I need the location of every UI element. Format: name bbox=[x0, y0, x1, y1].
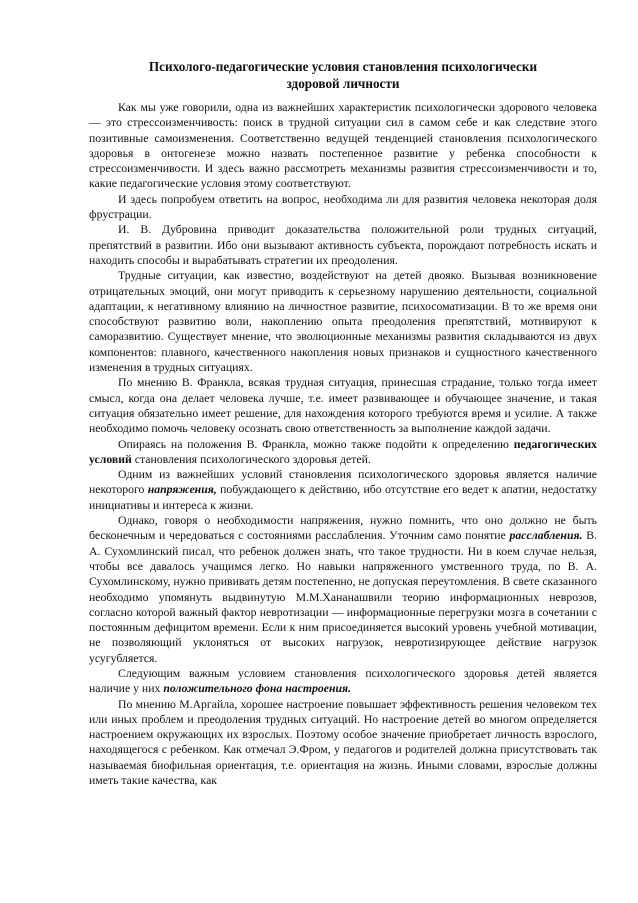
paragraph-text: Однако, говоря о необходимости напряжения, нужно помнить, что оно должно не быть бесконечным и чередоваться с состояниями расслабления. Уточним само понятие bbox=[89, 514, 597, 543]
emphasized-text: расслабления. bbox=[509, 529, 583, 543]
paragraph-text: Следующим важным условием становления психологического здоровья детей является наличие у них bbox=[89, 666, 597, 696]
paragraph-text: По мнению М.Аргайла, хорошее настроение повышает эффективность решения человеком тех или иных проблем и преодоления трудных ситуаций. Но настроение детей во многом определяется настроением окружающих их взрослых. Поэтому особое значение приобретает личность взрослого, находящегося с ребенком. Как отмечал Э.Фром, у педагогов и родителей должна присутствовать так называемая биофильная ориентация, т.е. ориентация на жизнь. Иными словами, взрослые должны иметь такие качества, как bbox=[89, 697, 597, 788]
paragraph-text: становления психологического здоровья детей. bbox=[131, 452, 371, 466]
paragraph bbox=[89, 666, 597, 697]
paragraph-text: И. В. Дубровина приводит доказательства положительной роли трудных ситуаций, препятствий в развитии. Ибо они вызывают активность субъекта, порождают потребность искать и находить способы и вырабатывать стратегии их преодоления. bbox=[89, 223, 597, 267]
emphasized-text: напряжения, bbox=[147, 483, 217, 497]
title-line-1: Психолого-педагогические условия становления психологически bbox=[148, 59, 538, 74]
paragraph bbox=[89, 697, 597, 789]
title-line-2: здоровой личности bbox=[286, 76, 400, 91]
paragraph-text: побуждающего к действию, ибо отсутствие его ведет к апатии, недостатку инициативы и интереса к жизни. bbox=[89, 483, 597, 512]
document-title bbox=[89, 58, 597, 92]
paragraph-text: Как мы уже говорили, одна из важнейших характеристик психологически здорового человека — это стрессоизменчивость: поиск в трудной ситуации сил в самом себе и как следствие этого позитивные самоизменения. Соответственно ведущей тенденцией становления психологического здоровья в онтогенезе можно назвать постепенное развитие у ребенка способности к стрессоизменчивости. И здесь важно рассмотреть механизмы развития стрессоизменчивости и то, какие педагогические условия этому соответствуют. bbox=[89, 101, 597, 191]
paragraph-text: И здесь попробуем ответить на вопрос, необходима ли для развития человека некоторая доля фрустрации. bbox=[89, 192, 597, 222]
paragraph bbox=[89, 375, 597, 436]
paragraph bbox=[89, 268, 597, 375]
paragraph bbox=[89, 222, 597, 268]
paragraph-text: По мнению В. Франкла, всякая трудная ситуация, принесшая страдание, только тогда имеет смысл, когда она делает человека лучше, т.е. имеет развивающее и обучающее значение, и такая ситуация обязательно имеет решение, для нахождения которого требуются время и усилие. А также необходимо помочь человеку осознать свою ответственность за выполнение каждой задачи. bbox=[89, 376, 597, 436]
paragraph-text: Трудные ситуации, как известно, воздействуют на детей двояко. Вызывая возникновение отрицательных эмоций, они могут приводить к серьезному нарушению деятельности, социальной адаптации, к негативному влиянию на личностное развитие, психосоматизации. В то же время они способствуют развитию воли, накоплению опыта преодоления препятствий, мотивируют к саморазвитию. Существует мнение, что эволюционные механизмы развития складываются из двух компонентов: плавного, качественного накопления новых признаков и сущностного качественного изменения в трудных ситуациях. bbox=[89, 269, 597, 375]
document-body bbox=[89, 100, 597, 788]
paragraph-text: В. А. Сухомлинский писал, что ребенок должен знать, что такое трудности. Ни в коем случае нельзя, чтобы все давалось учащимся легко. Но навыки напряженного умственного труда, по В. А. Сухомлинскому, нужно прививать детям постепенно, не допуская переутомления. В свете сказанного необходимо упомянуть выдвинутую М.М.Хананашвили теорию информационных неврозов, согласно которой важный фактор невротизации — информационные перегрузки мозга в сочетании с постоянным дефицитом времени. Если к ним присоединяется высокий уровень учебной мотивации, не позволяющий уклоняться от высоких нагрузок, невротизирующее действие нагрузок усугубляется. bbox=[89, 529, 597, 665]
emphasized-text: педагогических условий bbox=[89, 437, 597, 466]
paragraph bbox=[89, 513, 597, 666]
paragraph bbox=[89, 192, 597, 223]
emphasized-text: положительного фона настроения. bbox=[163, 682, 352, 696]
paragraph bbox=[89, 467, 597, 513]
paragraph bbox=[89, 100, 597, 192]
paragraph-text: Опираясь на положения В. Франкла, можно также подойти к определению bbox=[118, 437, 514, 451]
paragraph-text: Одним из важнейших условий становления психологического здоровья является наличие некоторого bbox=[89, 468, 597, 497]
paragraph bbox=[89, 437, 597, 468]
